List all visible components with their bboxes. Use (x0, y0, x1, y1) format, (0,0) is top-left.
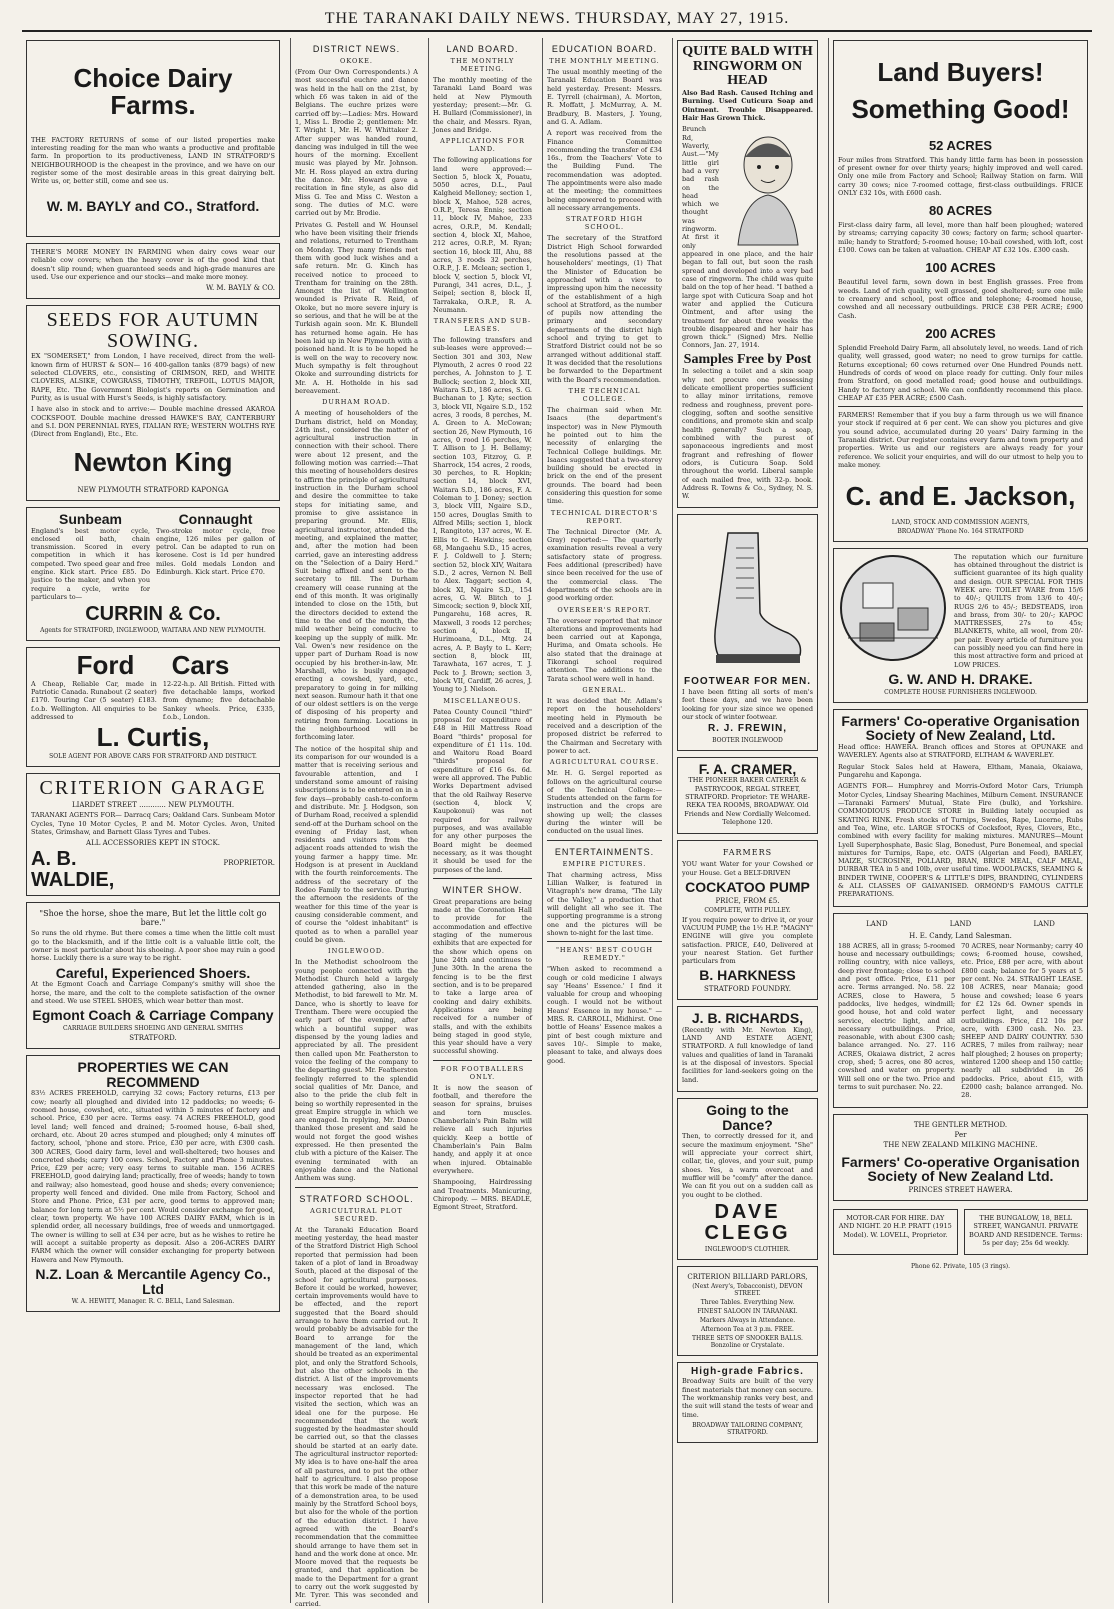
seeds-ad (26, 305, 280, 500)
highgrade-text: Broadway Suits are built of the very finest materials that money can secure. The workmanship ranks very best, and the suit will stand the tests of wear and time. (682, 1377, 813, 1419)
something-good-title: Something Good! (851, 94, 1070, 125)
transfers-heading: TRANSFERS AND SUB-LEASES. (433, 317, 532, 334)
boot-illustration (688, 523, 808, 673)
cramer-text: THE PIONEER BAKER CATERER & PASTRYCOOK, REGAL STREET, STRATFORD. Proprietor: TE WHARE-REKA TEA ROOMS, BROADWAY. Old Friends and New Cordially Welcomed. Telephone 120. (684, 776, 811, 826)
drake-text: The reputation which our furniture has obtained throughout the district is sufficient guarantee of its high quality and design. OUR SPECIAL FOR THIS WEEK are: TOILET WARE from 15/6 to 40/-; QUILTS from 13/6 to 40/-; RUGS 2/6 to 45/-; BEDSTEADS, iron and brass, from 30/- to 20/-; KAPOC MATTRESSES, 27s to 45s; BLANKETS, white, all wool, from 20/- per pair. Every article of furniture you can possibly need you can find here in this most attractive form and priced at LOW PRICES. (954, 552, 1083, 669)
column-2 (290, 38, 422, 1608)
education-board-heading: EDUCATION BOARD. (551, 44, 658, 54)
jackson-name: C. and E. Jackson, (845, 481, 1076, 512)
egmont-place: STRATFORD. (129, 1033, 177, 1042)
divider (433, 878, 532, 879)
stratford-high-text: The secretary of the Stratford District High School forwarded the resolutions passed at the householders' meetings, (1) That the Minister of Education be approached with a view to impressing upon him the necessity of the establishment of a high school at Stratford, as the number of pupils now attending the primary and secondary departments of the district high school and trying to get to Stratford District could not be so arranged without additional staff. It was decided that the resolutions be forwarded to the Department with the Board's recommendation. (547, 234, 662, 384)
footballers-text: It is now the season of football, and therefore the season for sprains, bruises and torn muscles. Chamberlain's Pain Balm will relieve all such injuries quickly. Keep a bottle of Chamberlain's Pain Balm handy, and apply it at once when injured. Obtainable everywhere. (433, 1083, 532, 1175)
motor-hire-text: MOTOR-CAR FOR HIRE. DAY AND NIGHT. 20 H.P. PRATT (1915 Model). W. LOVELL, Proprietor. (838, 1214, 952, 1239)
motor-hire-ad (833, 1209, 958, 1255)
column-5 (672, 38, 822, 1603)
careful-title: Careful, Experienced Shoers. (55, 964, 251, 981)
candy-left-text: 188 ACRES, all in grass; 5-roomed house and necessary outbuildings; rolling country, with nice valleys, deep river frontage; close to school and post office. Price, £11 per acre. Terms arranged. No. 58. 22 ACRES, close to Hawera, 5 paddocks, live hedges, windmill; good house, hot and cold water service, electric light, and all necessary outbuildings. Price, reasonable, with about £300 cash; balance arranged. No. 27. 116 ACRES, Okaiawa district, 2 acres crop, shed; 5 acres, one 80 acres, cowshed and water on property. Will sell one or the two. Price and terms to suit purchaser. No. 22. (838, 941, 956, 1092)
bayly-ad (26, 243, 280, 299)
newton-king: Newton King (73, 446, 233, 477)
footwear-text: I have been fitting all sorts of men's feet these days, and we have been looking for your size since we opened our stock of winter footwear. (682, 687, 813, 721)
divider (295, 1187, 418, 1188)
divider (547, 941, 662, 942)
land-board-sub: THE MONTHLY MEETING. (450, 57, 515, 73)
criterion-title: CRITERION GARAGE (39, 777, 267, 800)
egmont-ad (26, 902, 280, 1049)
fco2-address: PRINCES STREET HAWERA. (908, 1186, 1013, 1195)
harkness-name: B. HARKNESS (699, 967, 796, 984)
shoe-quote: "Shoe the horse, shoe the mare, But let the little colt go bare." (39, 909, 267, 928)
currin-agents: Agents for STRATFORD, INGLEWOOD, WAITARA AND NEW PLYMOUTH. (40, 627, 266, 635)
winter-show-text: Great preparations are being made at the Coronation Hall to provide for the accommodation and effective staging of the numerous exhibits that are expected for the show which opens on June 24th and continues to June 30th. In the arena the fencing is to be the first section, and is to be prepared to take a large area of cooking and dairy exhibits. Applications are being received for a number of stalls, and with the exhibits being staged in good style, this year should have a very successful showing. (433, 897, 532, 1056)
divider (433, 1060, 532, 1061)
footwear-title: FOOTWEAR FOR MEN. (684, 676, 811, 688)
egmont-name: Egmont Coach & Carriage Company (32, 1007, 274, 1024)
criterion-stock: ALL ACCESSORIES KEPT IN STOCK. (86, 839, 220, 848)
inglewood-text: In the Methodist schoolroom the young people connected with the Methodist Church held a largely attended gathering, also in the Methodist, to bid farewell to Mr. M. Dance, who is shortly to leave for Trentham. There were occupied the early part of the evening, after which a bountiful supper was dispensed by the young ladies and appreciated by all. The president then called upon Mr. Featherston to voice the feeling of the company to the departing guest. Mr. Featherston feelingly referred to the splendid social qualities of Mr. Dance, and also to the pride the club felt in being so worthily represented in the great Empire struggle in which we are engaged. In replying, Mr. Dance thanked those present and said he would not forget the good wishes expressed. He then presented the club with a picture of the Kaiser. The evening terminated with an enjoyable dance and the National Anthem was sung. (295, 958, 418, 1183)
criterion-garage-ad (26, 773, 280, 896)
misc-text: Patea County Council "third" proposal for expenditure of £48 in Hill Mattress Road Board "thirds" proposal for expenditure of £1 11s. 10d. and Waitoru Road Board "thirds" proposal for expenditure of £16 6s. 6d. were all approved. The Public Works Department advised that the old Railway Reserve (section 4, block V, Kaupokonui) was not required for railway purposes, and was available for any other purposes the Board might be deemed necessary, as it was thought it should be used for the purposes of the land. (433, 707, 532, 874)
ford-right: 12-22-h.p. All British. Fitted with five detachable lamps, worked from dynamo; five detachable Sankey wheels. Price, £335, f.o.b., London. (162, 679, 275, 721)
overseer-text: The overseer reported that minor alterations and improvements had been carried out at Kaponga, Hurima, and Omata schools. He also stated that the drainage at Tikorangi school required attention. The additions to the Tarata school were well in hand. (547, 616, 662, 683)
gentler-title: THE GENTLER METHOD. (913, 1120, 1008, 1129)
technical-director-heading: TECHNICAL DIRECTOR'S REPORT. (550, 508, 659, 525)
jackson-address: BROADWAY 'Phone No. 164 STRATFORD (897, 527, 1024, 535)
land-buyers-title: Land Buyers! (877, 57, 1044, 87)
newton-places: NEW PLYMOUTH STRATFORD KAPONGA (77, 485, 229, 494)
heans-heading: "HEANS' BEST COUGH REMEDY." (555, 946, 654, 963)
okoke-more: Privates G. Pestell and W. Hounsel who have been visiting their friends and relations, returned to Trentham on Monday. They many friends met them with good luck wishes and a safe return. Mr. G. Kinch has received notice to proceed to Trentham for training on the 28th. Amongst the list of Wellington wounded is Private R. Reid, of Okoke, but no more severe injury is so serious, and that he will be at the Turkish again soon. Mr. K. Blundell has returned home again. He has been laid up in New Plymouth with a poisoned hand. It is to be hoped he is well on the way to recovery now. Much sympathy is felt throughout Okoke and surrounding districts for Mr. A. H. Hotholde in his sad bereavement. (295, 220, 418, 395)
dairy-title: Choice Dairy Farms. (73, 63, 233, 121)
general-text: It was decided that Mr. Adlam's report on the householders' meeting held in Plymouth be received and a description of the proposed district be referred to the Chairman and Secretary with power to act. (547, 697, 662, 755)
ford-left: A Cheap, Reliable Car, made in Patriotic Canada. Runabout (2 seater) £170. Touring Car (5 seater) £183. f.o.b. Wellington. All enquiries to be addressed to (31, 679, 157, 721)
seeds-stock: I have also in stock and to arrive:— Double machine dressed AKAROA COCKSFOOT. Double machine dressed HAWKE'S BAY, CANTERBURY and S.I. DON PERENNIAL RYES, ITALIAN RYE; WESTERN WOLTHS RYE (Direct from England), Etc., Etc. (31, 405, 275, 439)
education-intro: The usual monthly meeting of the Taranaki Education Board was held yesterday. Present: Messrs. E. Tyrrell (chairman), A. Morton, R. Moffatt, J. McMurray, A. M. Bradbury, B. Masters, J. Young, and G. A. Adlam. (547, 68, 662, 126)
farmers-text: YOU want Water for your Cowshed or your House. Get a BELT-DRIVEN (682, 860, 813, 877)
billiards-markers: Markers Always in Attendance. (699, 1316, 796, 1324)
milking-machine-ad (833, 1114, 1088, 1201)
farmers-finance-text: FARMERS! Remember that if you buy a farm through us we will finance your stock if required at 6 per cent. We can show you pictures and give you sound advice, accumulated during 20 years' Dairy farming in the Taranaki district. Our register contains every farm and town property and properties. Write us and our registers are always ready for your reference. We solicit your enquiries, and will do our utmost to help you to make money. (838, 411, 1083, 470)
applications-heading: APPLICATIONS FOR LAND. (440, 137, 525, 154)
acres-100-heading: 100 ACRES (925, 260, 996, 276)
milking-title: THE NEW ZEALAND MILKING MACHINE. (883, 1140, 1038, 1149)
billiards-title: CRITERION BILLIARD PARLORS, (687, 1272, 808, 1281)
billiards-sub: (Next Avery's, Tobacconist), DEVON STREET. (692, 1282, 803, 1297)
land-label-2: LAND (949, 919, 972, 928)
interior-room-illustration (838, 553, 948, 663)
criterion-text: TARANAKI AGENTS FOR— Darracq Cars; Oakland Cars. Sunbeam Motor Cycles, Tyne 10 Motor Cycles, P. and M. Motor Cycles. Avon, United States, Grimshaw, and Barnett Glass Tyres and Tubes. (31, 811, 275, 837)
divider (547, 840, 662, 841)
bayly-name: W. M. BAYLY and CO., Stratford. (46, 198, 260, 215)
stratford-school-sub: AGRICULTURAL PLOT SECURED. (310, 1206, 403, 1223)
empire-heading: EMPIRE PICTURES. (562, 859, 647, 868)
candy-right-text: 70 ACRES, near Normanby; carry 40 cows; 6-roomed house, cowshed, etc. Price, £88 per acre, with about £800 cash; balance for 5 years at 5 per cent. No. 24. STRAIGHT LEASE. 108 ACRES, near Manaia; good house and cowshed; lease 6 years for £2 12s 6d. Owner spends in perfect light, and necessary outbuildings. Price, £12 10s per acre, with £300 cash. No. 23. SHEEP AND DAIRY COUNTRY. 530 ACRES, 7 miles from railway; near half ploughed; 2 houses on property; wintered 1200 sheep and 150 cattle; nearly all subdivided in 26 paddocks. Price, about £15, with £2000 cash; balance arranged. No. 28. (961, 941, 1083, 1100)
technical-director-text: The Technical Director (Mr. A. Gray) reported:— The quarterly examination results reveal a very satisfactory state of progress. Fees additional (prescribed) have since been received for the use of the commercial class. The departments of the schools are in good working order. (547, 527, 662, 603)
bottom-ads (833, 1207, 1088, 1261)
dairy-farms-ad (26, 40, 280, 237)
child-portrait-illustration (723, 125, 813, 245)
currin-name: CURRIN & Co. (85, 603, 221, 626)
cramer-ad (677, 757, 818, 835)
drake-sub: COMPLETE HOUSE FURNISHERS INGLEWOOD. (884, 688, 1037, 696)
broadway-name: BROADWAY TAILORING COMPANY, STRATFORD. (692, 1421, 803, 1436)
transfers-text: The following transfers and sub-leases were approved:—Section 301 and 303, New Plymouth, 2 acres 0 rood 22 perches, A. Johnston to J. T. Bullock; section 2, block XII, Waitara S.D., 186 acres, S. G. Buchanan to J. Kyte; section 3, block VII, Ngaire S.D., 152 acres, 3 roods, 8 perches, M. A. Green to A. McCowan; section 26, New Plymouth, 16 acres, 0 rood 16 perches, W. T. Allison to J. H. Bellamy; section 103, Fitzroy, G. P. Sharrock, 154 acres, 2 roods, 30 perches, to R. Hopkin; section 14, block XVI, Waitara S.D., 186 acres, F. A. Coleman to J. Doney; section 3, block VIII, Ngaire S.D., 150 acres, Douglas Smith to Alfred Mills; section 1, block I, Rangitoto, 137 acres, W. E. Ellis to C. Hawkins; section 68, Mangaehu S.D., 15 acres, F. J. Coldwell to J. Stern; section 52, block XIV, Waitara S.D., 2 acres, Vernon N. Bell to Alex. Taggart; section 4, block XI, Ngaire S.D., 154 acres, G. W. Blitch to J. Simcock; section 9, block XII, Pungarehu, 168 acres, R. Maxwell, 3 roods 12 perches; section 4, block II, Hurimoana, D.L., Mtg. 24 acres, A. P. Bayly to L. Kerr; section 8, block III, Tarawhata, 167 acres, T. J. Peck to J. Brown; section 3, block VII, Cardiff, 26 acres, J. Young to J. Nielson. (433, 336, 532, 694)
clegg-name: DAVE CLEGG (704, 1200, 791, 1244)
column-3 (428, 38, 536, 1603)
fco-ad (833, 709, 1088, 907)
candy-ad (833, 913, 1088, 1108)
harkness-sub: STRATFORD FOUNDRY. (703, 985, 791, 994)
general-heading: GENERAL. (582, 686, 627, 694)
richards-name: J. B. RICHARDS, (691, 1010, 804, 1027)
education-intro-more: A report was received from the Finance Committee recommending the transfer of £34 16s., from the Teachers' Vote to the Building Fund. The recommendation was adopted. The appointments were also made at the meeting; the committees being empowered to proceed with all necessary arrangements. (547, 129, 662, 212)
column-4 (542, 38, 666, 1603)
sunbeam-text: England's best motor cycle, enclosed oil bath, chain transmission. Scored in every competition in which it has competed. Two speed gear and free engine. Kick start. Price £85. Do justice to the maker, and when you require a cycle, write for particulars to— (31, 526, 150, 602)
bald-sub: Also Bad Rash. Caused Itching and Burning. Used Cuticura Soap and Ointment. Trouble Disappeared. Hair Has Grown Thick. (682, 89, 813, 122)
cuticura-ad (677, 40, 818, 508)
education-board-sub: THE MONTHLY MEETING. (549, 57, 660, 65)
acres-100-text: Beautiful level farm, sown down in best English grasses. Free from weeds. Land of rich quality, well grassed, good sheltered; sure one mile to creamery and school, post office and telephone; 4-roomed house, cowshed and all necessary outbuildings. PRICE £38 PER ACRE; £900 Cash. (838, 278, 1083, 320)
technical-college-text: The chairman said when Mr. Isaacs (the department's inspector) was in New Plymouth he pointed out to him the necessity of enlarging the Technical College buildings. Mr. Isaacs suggested that a two-storey building should be erected in brick on the end of the present grounds. The board had been considering this question for some time. (547, 405, 662, 506)
properties-text: 83½ ACRES FREEHOLD, carrying 32 cows; Factory returns, £13 per cow; nearly all ploughed and divided into 12 paddocks; no weeds; 6-roomed house, cowshed, etc., situated within 5 minutes of factory and school. Price, £30 per acre. Terms easy. 74 ACRES FREEHOLD, good level land; well fenced and drained; 5-roomed house, 6-bail shed, orchard, etc. About 20 acres stumped and ploughed; only 4 minutes off factory, school, 'phone and store. Price, £30 per acre, with £300 cash. 300 ACRES, Good dairy farm, level and well-sheltered; two houses and concreted sheds; carry 100 cows. School, Factory and Phone 3 minutes. Price, £29 per acre; very easy terms to suitable man. 156 ACRES FREEHOLD, good dairying land; practically, free of weeds; handy to town and railway; also homestead, good house and sheds; every convenience; property well fenced and divided. One mile from Factory, School and Store and Phone. Price, £31 per acre, good terms to approved man; balance for long term at 5½ per cent. Would consider exchange for good, clear, town property. We have 100 ACRES DAIRY FARM, which is in splendid order, all necessary buildings, free of weeds and unmortgaged. The owner is willing to sell at £34 per acre, but as he wishes to retire he will accept a suitable property as deposit. Also a 206-ACRES DAIRY FARM which the owner will consider exchanging for property between Hawera and New Plymouth. (31, 1089, 275, 1264)
farmers-heading: FARMERS (722, 848, 773, 858)
applications-text: The following applications for land were approved:—Section 5, block X, Pouatu, 5050 acres, D.L., Paul Kalgheid Melloney; section 1, block X, Mahoe, 528 acres, O.R.P., Teresa Ennis; section 11, block IV, Mahoe, 233 acres, O.R.P., M. Kendall; section 4, block XI, Mahoe, 212 acres, O.R.P., M. Ryan; section 16, block III, Ahu, 88 acres, 3 roods 32 perches, O.R.P., J. E. Mclean; section 1, block V, section 5, block VI, Purangi, 341 acres, D.L., J. Seipel; section 8, block II, Tarrakaka, O.R.P., R. A. Neumann. (433, 156, 532, 314)
frewin-sub: BOOTER INGLEWOOD (712, 736, 783, 744)
seeds-title: SEEDS FOR AUTUMN SOWING. (46, 309, 260, 353)
cockatoo-pulley: COMPLETE, WITH PULLEY. (704, 906, 791, 914)
fco-sales: Regular Stock Sales held at Hawera, Eltham, Manaia, Okaiawa, Pungarehu and Kaponga. (838, 762, 1083, 780)
bayly-signature: W. M. BAYLY & CO. (206, 284, 275, 293)
okoke-heading: OKOKE. (339, 57, 373, 65)
okoke-text: (From Our Own Correspondents.) A most successful euchre and dance was held in the hall on the 21st, by which £6 was taken in aid of the Belgians. The euchre prizes were carried off by:—Ladies: Mrs. Howard 1, Miss L. Brodie 2; gentlemen: Mr. T. Wright 1, Mr. H. W. Whittaker 2. After supper was handed round, dancing was indulged in till the wee hours of the morning. Excellent music was played by Mr. Johnson. Mr. H. Ross played an extra during the dance. Mr. Howard gave a recitation in fine style, as also did Miss G. Tee and Miss C. Weston a song. The duties of M.C. were carried out by Mr. Brodie. (295, 68, 418, 218)
heans-text: "When asked to recommend a cough or cold medicine I always say 'Heans' Essence.' I find it valuable for croup and whooping cough. I would not be without Heans' Essence in my house." —MRS. R. CARROLL, Midhirst. One bottle of Heans' Essence makes a pint of best cough mixture and saves 10/-. Simple to make, pleasant to take, and always does good. (547, 965, 662, 1065)
column-6 (828, 38, 1092, 1603)
clegg-ad (677, 1098, 818, 1260)
dairy-text: THE FACTORY RETURNS of some of our listed properties make interesting reading for the man who wants a productive and profitable farm. In proportion to its productiveness, LAND IN STRATFORD'S NEIGHBOURHOOD is the cheapest in the province, and we have on our register some of the most desirable areas in this great dairying belt. Write us, or, better still, come and see us. (31, 135, 275, 186)
frewin-name: R. J. FREWIN, (707, 723, 788, 735)
phone-line: Phone 62. Private, 105 (3 rings). (910, 1263, 1011, 1271)
billiards-salon: FINEST SALOON IN TARANAKI. (697, 1307, 798, 1315)
cockatoo-text: If you require power to drive it, or your VACUUM PUMP, the 1½ H.P. "MAGNY" ENGINE will give you complete satisfaction. PRICE, £40, Delivered at your nearest Station. Get further particulars from (682, 915, 813, 966)
nzloan-name: N.Z. Loan & Mercantile Agency Co., Ltd (35, 1265, 271, 1297)
footballers-end: Shampooing, Hairdressing and Treatments. Manicuring, Chiropody. — MRS. BEADLE, Egmont Street, Stratford. (433, 1178, 532, 1212)
seeds-text: EX "SOMERSET," from London, I have received, direct from the well-known firm of HURST & SON— 16 400-gallon tanks (879 bags) of new selected CLOVERS, etc., consisting of CRIMSON, RED, and WHITE CLOVERS, ALSIKE, COWGRASS, TIMOTHY, TREFOIL, LOTUS MAJOR, RAPE, Etc. The Government Biologist's reports on Germination and Purity, as is usual with Hurst's Seeds, is highly satisfactory. (31, 352, 275, 402)
fco-text: Head office: HAWERA. Branch offices and Stores at OPUNAKE and WAVERLEY. Agents also at STRATFORD, ELTHAM & WAVERLEY. (838, 743, 1083, 760)
shoe-text: So runs the old rhyme. But there comes a time when the little colt must go to the blacksmith, and if the little colt is a valuable little colt, the owner is most particular about his shoeing. A poor shoe may ruin a good horse. Luckily there is a sure way to be right. (31, 929, 275, 963)
land-board-heading: LAND BOARD. (446, 44, 519, 54)
fco2-title: Farmers' Co-operative Organisation Society of New Zealand Ltd. (841, 1153, 1080, 1185)
sunbeam-title: Sunbeam (58, 510, 122, 527)
empire-text: That charming actress, Miss Lillian Walker, is featured in Vitagraph's new drama, "The Lily of the Valley," a production that will delight all who see it. The supporting programme is a strong one and the pictures will be shown to-night for the last time. (547, 870, 662, 937)
candy-name: H. E. Candy, Land Salesman. (909, 931, 1012, 940)
properties-title: PROPERTIES WE CAN RECOMMEND (77, 1058, 229, 1090)
durham-more: The notice of the hospital ship and its comparison for our wounded is a matter that is receiving serious and favourable attention, and I understand some amount of raising subscriptions is to be entered on in a few days—probably cash-to-conform and distribute. Mr. J. Hodgson, son of Durham Road, received a splendid send-off at the Durham school on the evening of Friday last, when residents and visitors from the adjacent roads attended to wish the young farmer a happy time. Mr. Hodgson is at present in Auckland with the fourth reinforcements. The address of the secretary of the Rodeo Family to the service. During the afternoon the residents of the weather for this time of the year is causing considerable comment, and of course the "oldest inhabitant" is quoted as to when a parallel year could be given. (295, 744, 418, 944)
dance-text: Then, to correctly dressed for it, and secure the maximum enjoyment. "She" will appreciate your correct shirt, collar, tie, gloves, and your suit, pump shoes. Yes, a warm overcoat and muffler will be "comfy" after the dance. We can fit you out on a sudden call as you ought to be clothed. (682, 1132, 813, 1199)
agricultural-text: Mr. H. G. Sergel reported as follows on the agricultural course of the Technical College:—Students attended on the farm for instruction and the crops are showing up well; the classes during the winter will be conducted on the usual lines. (547, 769, 662, 836)
inglewood-heading: INGLEWOOD. (328, 947, 385, 956)
footballers-heading: FOR FOOTBALLERS ONLY. (440, 1064, 525, 1081)
egmont-sub: CARRIAGE BUILDERS SHOEING AND GENERAL SMITHS (62, 1024, 244, 1032)
billiards-ad (677, 1266, 818, 1356)
connaught-title: Connaught (178, 510, 253, 527)
richards-text: (Recently with Mr. Newton King), LAND AND ESTATE AGENT, STRATFORD. A full knowledge of land values and qualities of land in Taranaki is at the disposal of investors. Special facilities for land-seekers going on the land. (682, 1025, 813, 1084)
billiards-tables: Three Tables. Everything New. (700, 1298, 795, 1306)
connaught-text: Two-stroke motor cycle, free engine, 126 miles per gallon of petrol. Can be adapted to run on kerosene. Cost is 1d per hundred miles. Gold medals London and Edinburgh. Kick start. Price £70. (156, 526, 275, 577)
land-label-1: LAND (866, 919, 888, 928)
overseer-heading: OVERSEER'S REPORT. (557, 605, 652, 614)
acres-52-heading: 52 ACRES (928, 137, 993, 153)
samples-title: Samples Free by Post (683, 351, 812, 367)
stratford-high-heading: STRATFORD HIGH SCHOOL. (565, 215, 644, 232)
bayly-text: THERE'S MORE MONEY IN FARMING when dairy cows wear our reliable cow covers; when the heavy cover is of the good kind that doesn't slip round; when guaranteed seeds and high-grade manures are used. Use our experience and our stocks—and make more money. (31, 248, 275, 282)
bald-title: QUITE BALD WITH RINGWORM ON HEAD (682, 44, 813, 89)
highgrade-title: High-grade Fabrics. (691, 1365, 804, 1377)
clegg-sub: INGLEWOOD'S CLOTHIER. (704, 1245, 791, 1253)
durham-heading: DURHAM ROAD. (322, 398, 391, 407)
curtis-sub: SOLE AGENT FOR ABOVE CARS FOR STRATFORD AND DISTRICT. (49, 753, 257, 761)
fco-agents: AGENTS FOR— Humphrey and Morris-Oxford Motor Cars, Triumph Motor Cycles, Lindsay Shearing Machines, Milburn Cement. INSURANCE—Taranaki Farmers' Mutual, State Fire (bulk), and Yorkshire. COMMODIOUS PRODUCE STORE in Building lately occupied as SKATING RINK. Fresh stocks of Turnips, Swedes, Rape, Lucerne, Rubs and Tea, Wine, etc. LARGE STOCKS of Cocksfoot, Ryes, Clovers, Etc., combined with every facility for making mixtures. MANURES—Mount Lyell Superphosphate, Basic Slag, Bonedust, Pure Bonemeal, and special mixtures for Turnips, Rape, etc. OATS (Algerian and Feed), BARLEY, MAIZE, SUCROSINE, POLLARD, BRAN, BRICE MEAL, CALF MEAL, DURBAR TEA in 5 and 10lb, over useful time. WOOLPACKS, SEAMING & BINDER TWINE, COOPER'S & LITTLE'S DIPS, BRANDING, CYLINDERS & ALL CLASSES OF GALVANISED. ORMOND'S FAMOUS CATTLE PREPARATIONS. (838, 782, 1083, 899)
bald-text: Brunch Rd, Waverly, Aust.—"My little girl had a very bad rash on the head which we thought was ringworm. At first it only appeared in one place, and the hair began to fall out, but soon the rash spread and developed into a very bad case of ringworm. The child was quite bald on the top of her head. "I bathed a large spot with Cuticura Soap and hot water and applied the Cuticura Ointment, and after using the treatment for about three weeks the trouble disappeared and her hair has grown thick." (Signed) Mrs. Nellie Connors, Jan. 27, 1914. (682, 125, 813, 350)
fco-title: Farmers' Co-operative Organisation Society of New Zealand, Ltd. (841, 712, 1080, 744)
cockatoo-title: COCKATOO PUMP (685, 878, 810, 895)
acres-200-text: Splendid Freehold Dairy Farm, all absolutely level, no weeds. Land of rich quality, well grassed, good water; no need to grow turnips for cattle. Returns exceptional; 60 cows returned over One Hundred Pounds nett. Hundreds of cords of wood on place ready for cutting. Only four miles from Stratford, on good metalled road; good house and outbuildings. Handy to factory and school. We can confidently recommend this place. CHEAP AT £35 PER ACRE; £500 Cash. (838, 343, 1083, 402)
divider (838, 406, 1083, 407)
entertainments-heading: ENTERTAINMENTS. (554, 846, 655, 857)
acres-200-heading: 200 ACRES (925, 325, 996, 341)
acres-52-text: Four miles from Stratford. This handy little farm has been in possession of present owner for over thirty years; highly improved and well cared. Only one mile from Factory and School; Railway Station on farm. Will carry 30 cows; nice 7-roomed cottage, first-class outbuildings. FRICE ONLY £32 10s, with £600 cash. (838, 155, 1083, 197)
billiards-sets: THREE SETS OF SNOOKER BALLS. Bonzoline or Crystalate. (692, 1334, 803, 1349)
stratford-school-text: At the Taranaki Education Board meeting yesterday, the head master of the Stratford District High School reported that permission had been taken of a plot of land in Broadway South, placed at the disposal of the school for agricultural purposes. Before it could be worked, however, certain improvements would have to be effected, and the report suggested that the Board should arrange to have them carried out. It would probably be advisable for the Board to arrange for the management of the land, which should be treated as an experimental plot, and only the Stratford Schools, but also the other schools in the district. A list of the improvements necessary was enclosed. The inspector reported that he had visited the section, which was an ideal one for the purpose. He recommended that the work suggested by the headmaster should be carried out, so that the classes should be started at an early date. The agricultural instructor reported: My idea is to have one-half the area of all pastures, and to put the other half to agriculture. I also propose that this work be made of the nature of a demonstration area, to be used mainly by the Stratford School boys, but also for the whole of the portion of the education district. I have agreed with the Board's recommendation that the committee should arrange to have them set in hand and the work done at once. Mr. Moore moved that the requests be granted, and that application be made to the Department for a grant to carry out the work suggested by Mr. Tyrer. This was seconded and carried. (295, 1225, 419, 1608)
acres-80-text: First-class dairy farm, all level, more than half been ploughed; watered by streams; carrying capacity 30 cows; factory on farm; school quarter-mile; handy to Stratford; 5-roomed house; 10-bail cowshed, with loft, cost £100. Cows can be taken at valuation. CHEAP AT £32 10s. £300 cash. (838, 221, 1083, 255)
ford-title: Ford Cars (76, 650, 230, 681)
land-buyers-ad (833, 40, 1088, 542)
careful-text: At the Egmont Coach and Carriage Company's smithy will shoe the horse, the mare, and the colt to the complete satisfaction of the owner and steed. We use STEEL SHOES, which wear better than most. (31, 980, 275, 1005)
land-board-intro: The monthly meeting of the Taranaki Land Board was held at New Plymouth yesterday; present:—Mr. G. H. Bullard (Commissioner), in the chair, and Messrs. Ryan, Jones and Bridge. (433, 76, 532, 134)
ford-ad (26, 647, 280, 767)
criterion-address: LIARDET STREET ............ NEW PLYMOUTH. (71, 801, 235, 810)
acres-80-heading: 80 ACRES (928, 203, 993, 219)
drake-name: G. W. AND H. DRAKE. (888, 671, 1033, 688)
bungalow-ad (964, 1209, 1089, 1255)
frewin-ad (677, 514, 818, 750)
land-label-3: LAND (1033, 919, 1055, 928)
cramer-name: F. A. CRAMER, (698, 760, 797, 777)
broadway-ad (677, 1362, 818, 1443)
properties-ad (26, 1055, 280, 1312)
waldie-name: A. B. WALDIE, (31, 848, 115, 892)
winter-show-heading: WINTER SHOW. (442, 884, 523, 895)
misc-heading: MISCELLANEOUS. (443, 696, 522, 705)
cockatoo-ad (677, 840, 818, 1000)
district-news-heading: DISTRICT NEWS. (312, 44, 401, 54)
nzloan-signature: W. A. HEWITT, Manager. R. C. BELL, Land Salesman. (71, 1298, 235, 1306)
samples-text: In selecting a toilet and a skin soap why not procure one possessing delicate emollient properties sufficient to allay minor irritations, remove redness and roughness, prevent pore-clogging, soften and soothe sensitive conditions, and promote skin and scalp health generally? Such a soap, combined with the purest of saponaceous ingredients and most fragrant and refreshing of flower odors, is Cuticura Soap. Sold throughout the world. Liberal sample of each mailed free, with 32-p. book. Address R. Towns & Co., Sydney, N. S. W. (682, 367, 813, 501)
curtis-name: L. Curtis, (96, 722, 210, 753)
richards-ad (677, 1006, 818, 1092)
per-label: Per (954, 1130, 967, 1139)
technical-college-heading: THE TECHNICAL COLLEGE. (568, 386, 641, 403)
waldie-title: PROPRIETOR. (223, 859, 275, 868)
cockatoo-price: PRICE, FROM £5. (715, 896, 780, 905)
billiards-tea: Afternoon Tea at 3 p.m. FREE. (701, 1325, 794, 1333)
durham-text: A meeting of householders of the Durham district, held on Monday, 24th inst., considered the matter of agricultural instruction in connection with their school. There were about 12 present, and the following motion was carried:—That this meeting of householders desires to affirm the principle of agricultural instruction in the Durham school and desire the committee to take steps for initiating same, and promise to give assistance in preparing ground. Mr. Ellis, agricultural instructor, attended the meeting, and explained the matter, and, after the motion had been carried, gave an interesting address on the "Selection of a Dairy Herd." Suit being affixed and sent to the secretary to fill. The Durham creamery will cease running at the end of this month. It was originally intended to close on the 15th, but the directors decided to extend the time to the end of the month, the mild weather being conducive to keeping up the supply of milk. Mr. Val. Owen's new residence on the upper part of Durham Road is now occupied by his brother-in-law, Mr. Marshall, who is busily engaged erecting a cowshed, yard, etc., preparatory to going in for milking next season. Rumour hath it that one of our oldest settlers is on the verge of disposing of his property and retiring from farming. Locations in the neighbourhood will be forthcoming later. (295, 409, 418, 742)
jackson-sub: LAND, STOCK AND COMMISSION AGENTS, (891, 518, 1030, 526)
motorcycle-ad (26, 507, 280, 642)
dance-title: Going to the Dance? (706, 1102, 789, 1133)
drake-ad (833, 548, 1088, 703)
bungalow-text: THE BUNGALOW, 18, BELL STREET, WANGANUI. PRIVATE BOARD AND RESIDENCE. Terms: 5s per day; 25s 6d weekly. (969, 1214, 1083, 1247)
column-1 (22, 38, 284, 1603)
masthead: THE TARANAKI DAILY NEWS. THURSDAY, MAY 27, 1915. (22, 8, 1092, 32)
agricultural-heading: AGRICULTURAL COURSE. (549, 758, 660, 767)
stratford-school-heading: STRATFORD SCHOOL. (299, 1193, 414, 1204)
